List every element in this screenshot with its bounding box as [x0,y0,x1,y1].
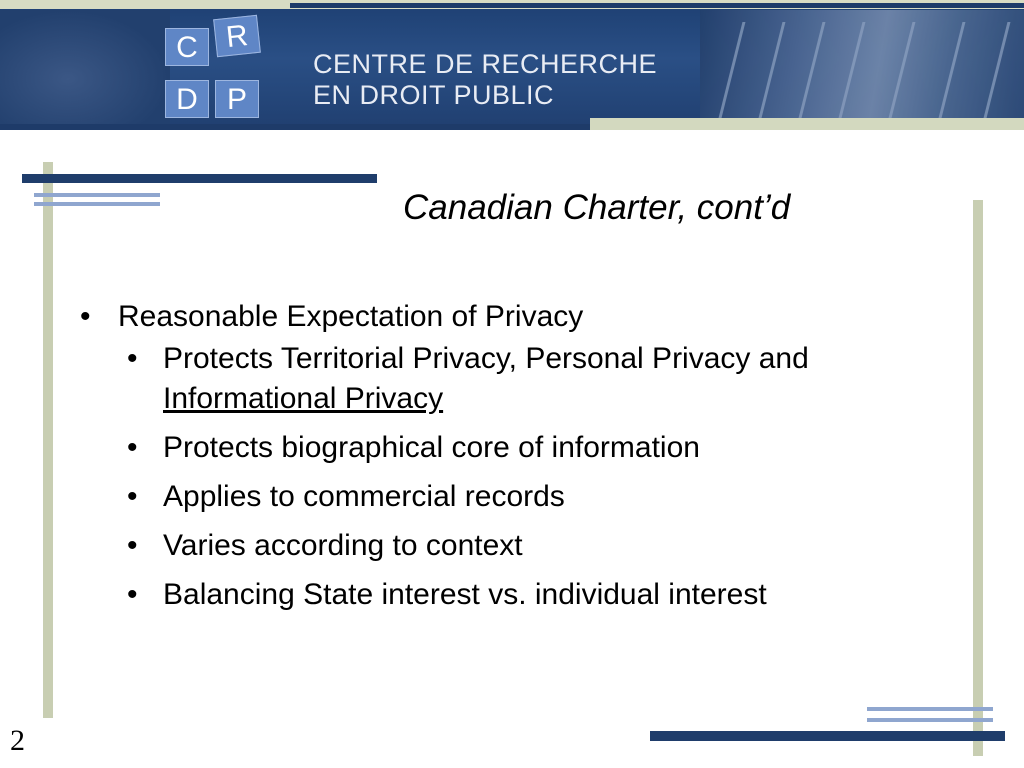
logo-square-d: D [165,80,209,118]
frame-bottom-thin-line [867,707,993,711]
sub-bullet-text: Applies to commercial records [163,480,565,513]
org-name-line1: CENTRE DE RECHERCHE [313,49,658,79]
sub-bullet-text: Protects Territorial Privacy, Personal Privacy and [163,342,809,375]
banner-bottom-stripe [590,118,1024,130]
bullet-dot-icon: • [127,480,138,513]
bullet-dot-icon: • [127,578,138,611]
bullet-dot-icon: • [127,529,138,562]
banner-building-photo [700,10,1024,120]
sub-bullet [80,575,960,615]
header-banner [0,0,1024,130]
bullet-main-text: Reasonable Expectation of Privacy [118,300,584,333]
frame-left-bar [43,162,53,718]
bullet-main [80,297,960,337]
frame-bottom-bar [650,731,1005,741]
banner-bottom-stripe-dark [0,124,600,130]
org-name-line2: EN DROIT PUBLIC [313,80,555,110]
banner-photo-left [0,10,170,125]
slide-title: Canadian Charter, cont’d [403,188,791,227]
logo-square-c: C [165,28,209,66]
sub-bullet [80,526,960,566]
frame-top-thin-line [34,193,160,197]
bullet-dot-icon: • [127,342,138,375]
sub-bullet-text: Protects biographical core of information [163,431,700,464]
sub-bullet [80,477,960,517]
frame-top-thin-line [34,202,160,206]
logo-square-p: P [215,80,259,118]
sub-bullet-list [80,339,960,615]
logo-square-r: R [213,15,261,57]
page-number: 2 [10,724,25,757]
frame-bottom-thin-line [867,718,993,722]
sub-bullet-underlined-text: Informational Privacy [163,382,444,415]
sub-bullet-text: Varies according to context [163,529,523,562]
frame-right-bar [973,200,983,756]
sub-bullet [80,339,960,419]
sub-bullet-text: Balancing State interest vs. individual interest [163,578,767,611]
bullet-dot-icon: • [127,431,138,464]
sub-bullet [80,428,960,468]
banner-top-stripe-dark [290,3,1024,8]
frame-top-bar [22,174,377,183]
bullet-list [80,297,960,624]
